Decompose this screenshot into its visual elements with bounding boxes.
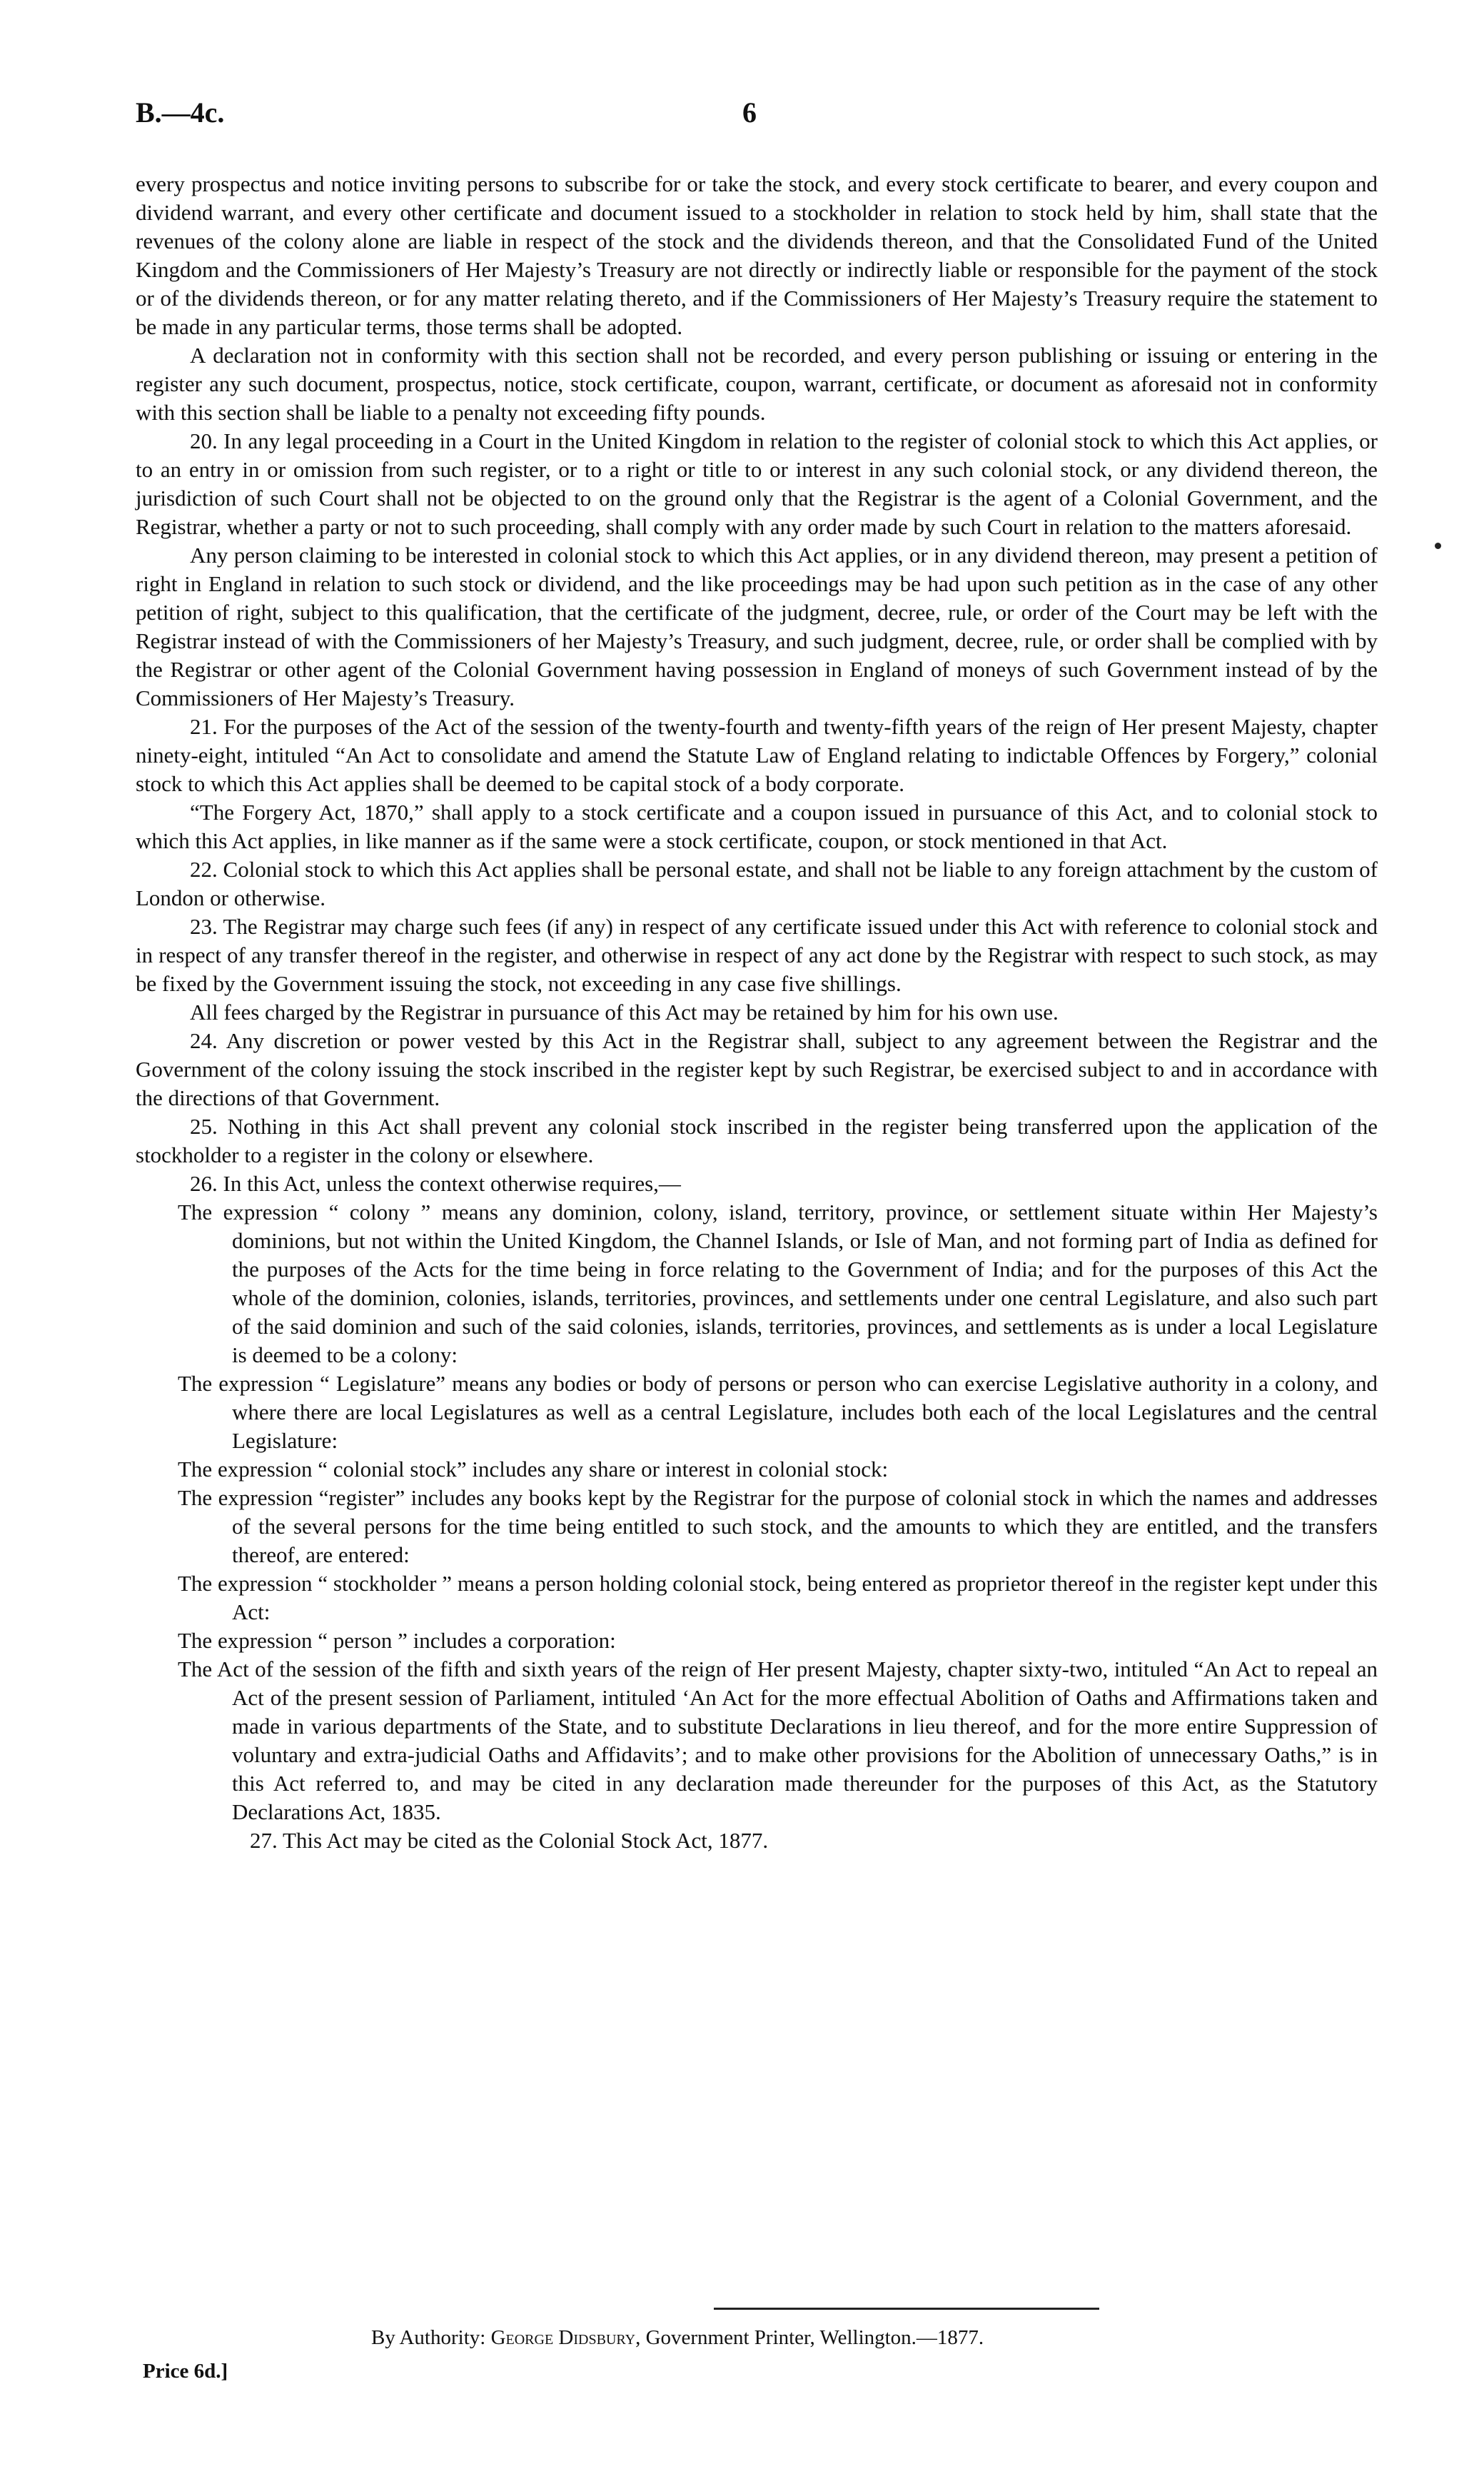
definition-colony: The expression “ colony ” means any dominion, colony, island, territory, province, or settlement situate within Her Majesty’s dominions, but not within the United Kingdom, the Channel Islands, or Isle of Man, and not forming part of India as defined for the purposes of the Acts for the time being in force relating to the Government of India; and for the purposes of this Act the whole of the dominion, colonies, islands, territories, provinces, and settlements under one central Legislature, and also such part of the said dominion and such of the said colonies, islands, territories, provinces, and settlements as is under a local Legislature is deemed to be a colony:	[178, 1200, 1378, 1367]
definition-stockholder: The expression “ stockholder ” means a person holding colonial stock, being entered as proprietor thereof in the register kept under this Act:	[178, 1571, 1378, 1624]
definition-register: The expression “register” includes any books kept by the Registrar for the purpose of colonial stock in which the names and addresses of the several persons for the time being entitled to such stock, and the amounts to which they are entitled, and the transfers thereof, are entered:	[178, 1485, 1378, 1567]
section-20: 20. In any legal proceeding in a Court in the United Kingdom in relation to the register of colonial stock to which this Act applies, or to an entry in or omission from such register, or to a right or title to or interest in any such colonial stock, or any dividend thereon, the jurisdiction of such Court shall not be objected to on the ground only that the Registrar is the agent of a Colonial Government, and the Registrar, whether a party or not to such proceeding, shall comply with any order made by such Court in relation to the matters aforesaid.	[136, 428, 1378, 539]
authority-suffix: , Government Printer, Wellington.—1877.	[635, 2326, 984, 2349]
paragraph-declaration: A declaration not in conformity with this section shall not be recorded, and every person publishing or issuing or entering in the register any such document, prospectus, notice, stock certificate, coupon, warrant, certificate, or document as aforesaid not in conformity with this section shall be liable to a penalty not exceeding fifty pounds.	[136, 343, 1378, 425]
paragraph-petition: Any person claiming to be interested in colonial stock to which this Act applies, or in any dividend thereon, may present a petition of right in England in relation to such stock or dividend, and the like proceedings may be had upon such petition as in the case of any other petition of right, subject to this qualification, that the certificate of the judgment, decree, rule, or order of the Court may be left with the Registrar instead of with the Commissioners of her Majesty’s Treasury, and such judgment, decree, rule, or order shall be complied with by the Registrar or other agent of the Colonial Government having possession in England of moneys of such Government instead of by the Commissioners of Her Majesty’s Treasury.	[136, 543, 1378, 710]
definition-legislature: The expression “ Legislature” means any bodies or body of persons or person who can exercise Legislative authority in a colony, and where there are local Legislatures as well as a central Legislature, includes both each of the local Legislatures and the central Legislature:	[178, 1371, 1378, 1453]
definition-statutory-declarations-act: The Act of the session of the fifth and sixth years of the reign of Her present Majesty, chapter sixty-two, intituled “An Act to repeal an Act of the present session of Parliament, intituled ‘An Act for the more effectual Abolition of Oaths and Affirmations taken and made in various departments of the State, and to substitute Declarations in lieu thereof, and for the more entire Suppression of voluntary and extra-judicial Oaths and Affidavits’; and to make other provisions for the Abolition of unnecessary Oaths,” is in this Act referred to, and may be cited in any declaration made thereunder for the purposes of this Act, as the Statutory Declarations Act, 1835.	[178, 1656, 1378, 1824]
paragraph-continuation: every prospectus and notice inviting persons to subscribe for or take the stock, and every stock certificate to bearer, and every coupon and dividend warrant, and every other certificate and document issued to a stockholder in relation to stock held by him, shall state that the revenues of the colony alone are liable in respect of the stock and the dividends thereon, and that the Consolidated Fund of the United Kingdom and the Commissioners of Her Majesty’s Treasury are not directly or indirectly liable or responsible for the payment of the stock or of the dividends thereon, or for any matter relating thereto, and if the Commissioners of Her Majesty’s Treasury require the statement to be made in any particular terms, those terms shall be adopted.	[136, 171, 1378, 339]
section-21: 21. For the purposes of the Act of the session of the twenty-fourth and twenty-fifth years of the reign of Her present Majesty, chapter ninety-eight, intituled “An Act to consolidate and amend the Statute Law of England relating to indictable Offences by Forgery,” colonial stock to which this Act applies shall be deemed to be capital stock of a body corporate.	[136, 714, 1378, 796]
authority-line	[371, 2326, 984, 2350]
authority-prefix: By Authority:	[371, 2326, 486, 2349]
document-body	[136, 170, 1378, 1855]
margin-mark	[1435, 543, 1441, 549]
section-23: 23. The Registrar may charge such fees (if any) in respect of any certificate issued under this Act with reference to colonial stock and in respect of any transfer thereof in the register, and otherwise in respect of any act done by the Registrar with respect to such stock, as may be fixed by the Government issuing the stock, not exceeding in any case five shillings.	[136, 914, 1378, 996]
footer-divider	[714, 2308, 1099, 2310]
page-header	[0, 96, 1484, 139]
definition-colonial-stock: The expression “ colonial stock” includes any share or interest in colonial stock:	[178, 1457, 889, 1482]
section-25: 25. Nothing in this Act shall prevent any colonial stock inscribed in the register being transferred upon the application of the stockholder to a register in the colony or elsewhere.	[136, 1114, 1378, 1167]
section-22: 22. Colonial stock to which this Act applies shall be personal estate, and shall not be liable to any foreign attachment by the custom of London or otherwise.	[136, 857, 1378, 910]
section-24: 24. Any discretion or power vested by this Act in the Registrar shall, subject to any agreement between the Registrar and the Government of the colony issuing the stock inscribed in the register kept by such Registrar, be exercised subject to and in accordance with the directions of that Government.	[136, 1028, 1378, 1110]
section-27: 27. This Act may be cited as the Colonial Stock Act, 1877.	[250, 1828, 769, 1853]
price-label: Price 6d.]	[143, 2360, 228, 2383]
printer-name: George Didsbury	[490, 2326, 636, 2349]
document-reference: B.—4c.	[136, 96, 225, 129]
paragraph-forgery-act: “The Forgery Act, 1870,” shall apply to a stock certificate and a coupon issued in pursuance of this Act, and to colonial stock to which this Act applies, in like manner as if the same were a stock certificate, coupon, or stock mentioned in that Act.	[136, 800, 1378, 853]
definition-person: The expression “ person ” includes a corporation:	[178, 1628, 616, 1653]
section-26: 26. In this Act, unless the context otherwise requires,—	[190, 1171, 681, 1196]
page-number: 6	[742, 96, 757, 129]
paragraph-fees: All fees charged by the Registrar in pursuance of this Act may be retained by him for his own use.	[190, 1000, 1059, 1025]
